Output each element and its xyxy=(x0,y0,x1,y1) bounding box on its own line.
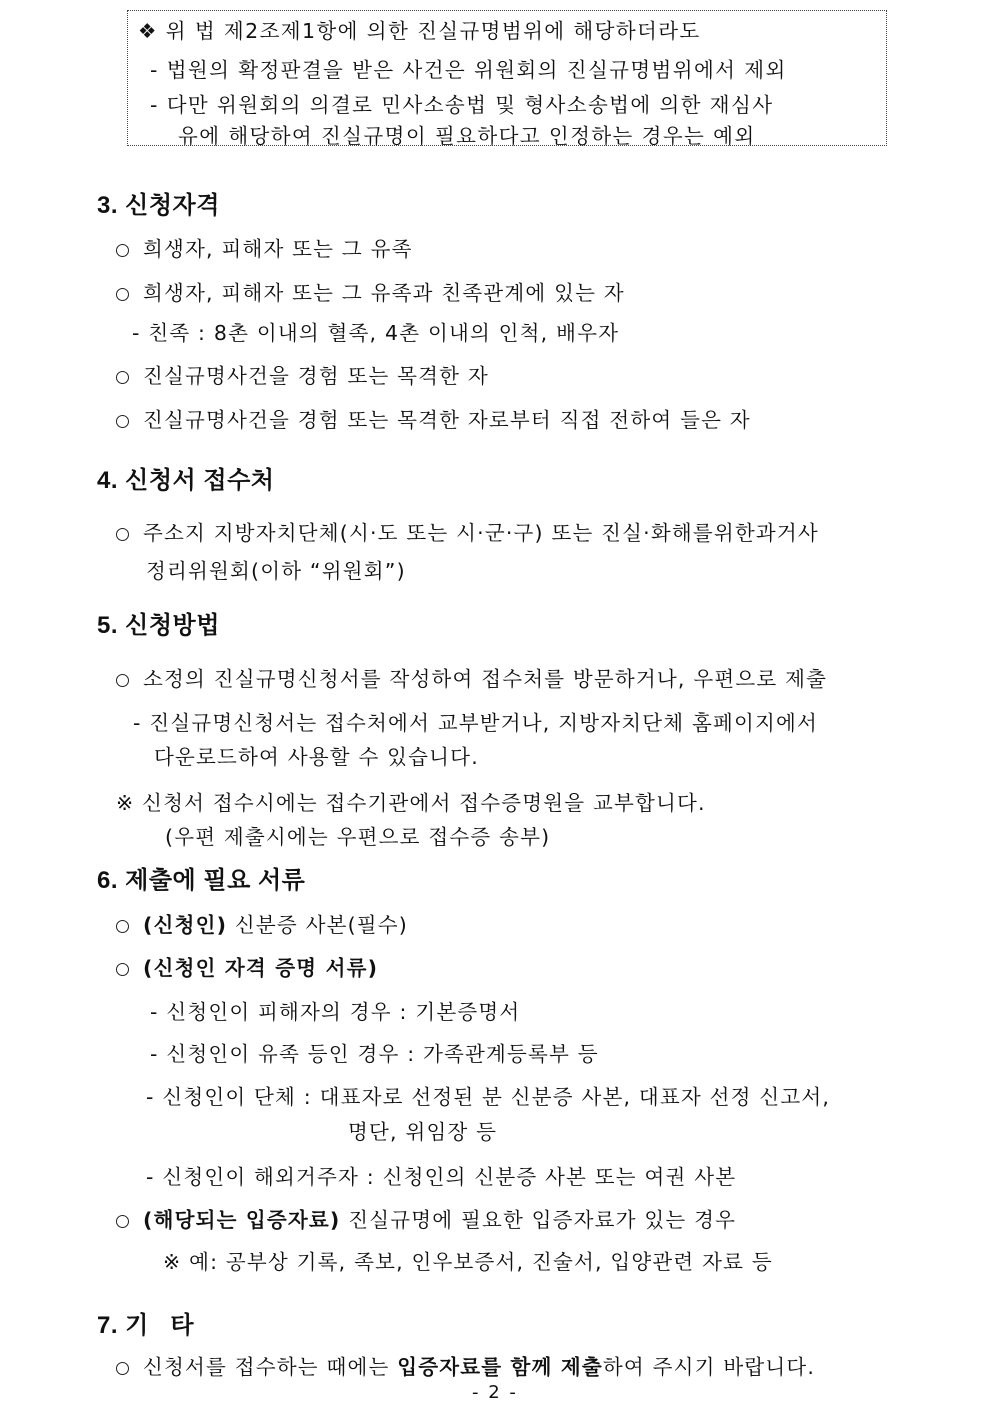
s7-item-1: 신청서를 접수하는 때에는 입증자료를 함께 제출하여 주시기 바랍니다. xyxy=(116,1350,815,1380)
s3-item-3: 진실규명사건을 경험 또는 목격한 자 xyxy=(116,359,489,389)
section-4-title: 4. 신청서 접수처 xyxy=(97,467,275,494)
section-3-title: 3. 신청자격 xyxy=(97,192,220,219)
section-5-title: 5. 신청방법 xyxy=(97,612,220,639)
s5-item-1: 소정의 진실규명신청서를 작성하여 접수처를 방문하거나, 우편으로 제출 xyxy=(116,662,827,692)
s6-item-3: (해당되는 입증자료) 진실규명에 필요한 입증자료가 있는 경우 xyxy=(116,1203,736,1233)
circle-bullet-icon xyxy=(116,1362,129,1375)
circle-bullet-icon xyxy=(116,371,129,384)
circle-bullet-icon xyxy=(116,244,129,257)
circle-bullet-icon xyxy=(116,528,129,541)
circle-bullet-icon xyxy=(116,674,129,687)
s6-item-2: (신청인 자격 증명 서류) xyxy=(116,951,378,981)
s5-sub-item: - 진실규명신청서는 접수처에서 교부받거나, 지방자치단체 홈페이지에서 xyxy=(133,711,818,735)
s6-sub-3-cont: 명단, 위임장 등 xyxy=(348,1120,498,1144)
s4-item-1-cont: 정리위원회(이하 “위원회”) xyxy=(146,559,406,583)
s3-sub-item: - 친족 : 8촌 이내의 혈족, 4촌 이내의 인척, 배우자 xyxy=(132,321,620,345)
circle-bullet-icon xyxy=(116,1215,129,1228)
note-line-1: ❖ 위 법 제2조제1항에 의한 진실규명범위에 해당하더라도 xyxy=(138,19,701,43)
page-number: - 2 - xyxy=(472,1382,518,1403)
s5-note-cont: (우편 제출시에는 우편으로 접수증 송부) xyxy=(165,825,551,849)
s3-item-2: 희생자, 피해자 또는 그 유족과 친족관계에 있는 자 xyxy=(116,276,625,306)
s4-item-1: 주소지 지방자치단체(시·도 또는 시·군·구) 또는 진실·화해를위한과거사 xyxy=(116,516,819,546)
circle-bullet-icon xyxy=(116,963,129,976)
note-line-2: - 법원의 확정판결을 받은 사건은 위원회의 진실규명범위에서 제외 xyxy=(150,58,787,82)
note-line-4: 유에 해당하여 진실규명이 필요하다고 인정하는 경우는 예외 xyxy=(178,124,756,148)
s6-example: ※ 예: 공부상 기록, 족보, 인우보증서, 진술서, 입양관련 자료 등 xyxy=(163,1250,773,1274)
note-line-3: - 다만 위원회의 의결로 민사소송법 및 형사소송법에 의한 재심사 xyxy=(150,93,774,117)
s3-item-4: 진실규명사건을 경험 또는 목격한 자로부터 직접 전하여 들은 자 xyxy=(116,403,751,433)
s3-item-1: 희생자, 피해자 또는 그 유족 xyxy=(116,232,413,262)
s6-sub-3: - 신청인이 단체 : 대표자로 선정된 분 신분증 사본, 대표자 선정 신고서, xyxy=(146,1085,831,1109)
s6-item-1: (신청인) 신분증 사본(필수) xyxy=(116,908,408,938)
s5-note: ※ 신청서 접수시에는 접수기관에서 접수증명원을 교부합니다. xyxy=(116,791,706,815)
s6-sub-1: - 신청인이 피해자의 경우 : 기본증명서 xyxy=(150,1000,521,1024)
s5-sub-item-cont: 다운로드하여 사용할 수 있습니다. xyxy=(154,745,479,769)
circle-bullet-icon xyxy=(116,920,129,933)
section-6-title: 6. 제출에 필요 서류 xyxy=(97,867,306,894)
circle-bullet-icon xyxy=(116,288,129,301)
s6-sub-4: - 신청인이 해외거주자 : 신청인의 신분증 사본 또는 여권 사본 xyxy=(146,1165,737,1189)
section-7-title: 7. 기 타 xyxy=(97,1312,195,1339)
s6-sub-2: - 신청인이 유족 등인 경우 : 가족관계등록부 등 xyxy=(150,1042,599,1066)
circle-bullet-icon xyxy=(116,415,129,428)
